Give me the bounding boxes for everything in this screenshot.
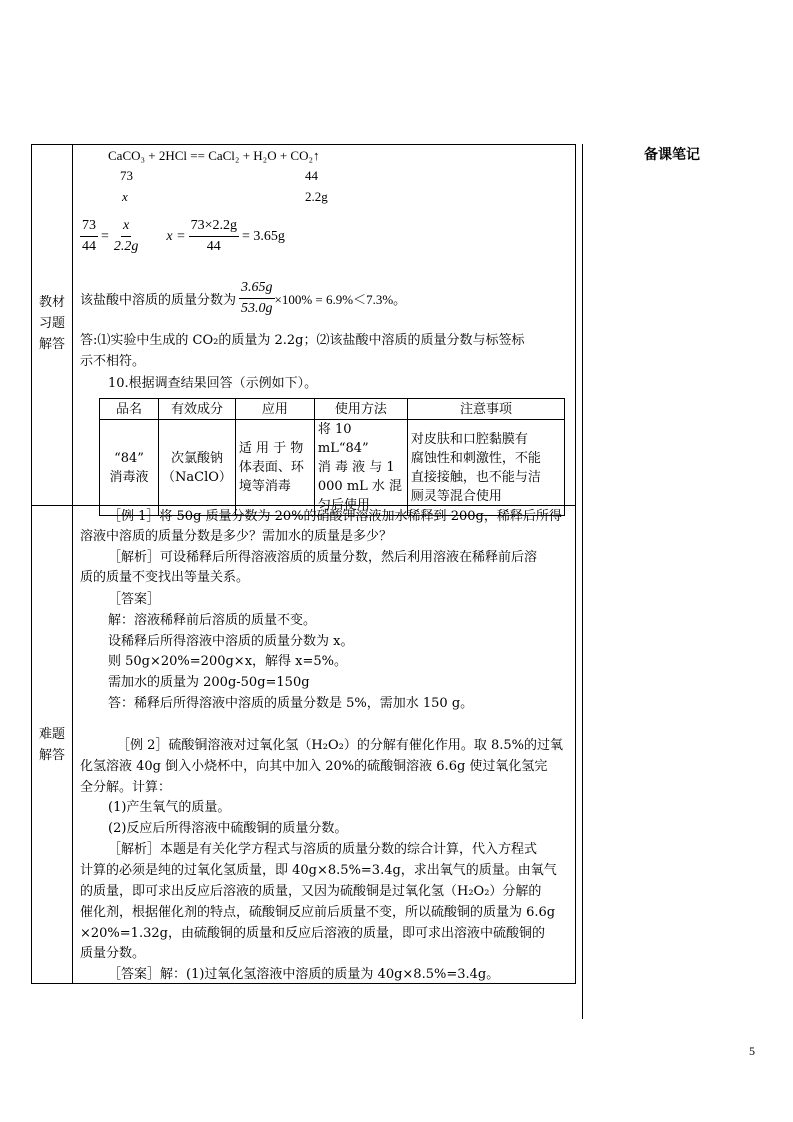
fraction-x-22: $\frac{x}{2.2g}$: [113, 218, 139, 254]
table-cell-ingredient: 次氯酸钠 （NaClO）: [159, 420, 236, 516]
problem-line: 需加水的质量为 200g-50g=150g: [108, 675, 310, 690]
problem-line: (1)产生氧气的质量。: [108, 800, 231, 815]
section2-label-line: 解答: [38, 748, 65, 763]
problem-line: ×20%=1.32g，由硫酸铜的质量和反应后溶液的质量，即可求出溶液中硫酸铜的: [80, 926, 545, 941]
problem-line: 化氢溶液 40g 倒入小烧杯中，向其中加入 20%的硫酸铜溶液 6.6g 使过氧化氢完: [80, 759, 548, 774]
ratio-right: 44: [305, 168, 318, 183]
frame-left: [31, 144, 32, 984]
problem-line: 的质量，即可求出反应后溶液的质量，又因为硫酸铜是过氧化氢（H₂O₂）分解的: [80, 884, 542, 899]
section2-label: [33, 724, 71, 766]
survey-table: [99, 398, 565, 516]
section2-label-line: 难题: [38, 727, 65, 742]
mass-fraction-result: ×100% = 6.9%＜7.3%。: [274, 292, 407, 307]
notes-divider: [582, 144, 583, 1019]
answer-line-1: 答:⑴实验中生成的 CO₂的质量为 2.2g；⑵该盐酸中溶质的质量分数与标签标: [80, 333, 525, 348]
calc-result: = 3.65g: [241, 228, 285, 244]
page-number: 5: [749, 1044, 755, 1058]
table-header: 应用: [235, 399, 314, 420]
problem-line: ［答案］: [108, 592, 161, 607]
problem-line: 溶液中溶质的质量分数是多少？需加水的质量是多少？: [80, 529, 393, 544]
problem-line: 质的质量不变找出等量关系。: [80, 570, 250, 585]
problem-line: ［例 1］将 50g 质量分数为 20%的硝酸钾溶液加水稀释到 200g，稀释后所得: [108, 509, 562, 524]
section1-label: [33, 292, 71, 355]
chemical-equation: CaCO₃ + 2HCl == CaCl₂ + H₂O + CO₂↑: [108, 148, 320, 163]
section1-label-line: 解答: [38, 337, 65, 352]
table-cell-product: “84” 消毒液: [100, 420, 159, 516]
section1-label-line: 习题: [38, 316, 65, 331]
table-header: 品名: [100, 399, 159, 420]
table-cell-method: 将 10 mL“84” 消 毒 液 与 1 000 mL 水 混 匀后使用: [314, 420, 407, 516]
problem-line: 则 50g×20%=200g×x，解得 x=5%。: [108, 654, 348, 669]
problem-line: 解：溶液稀释前后溶质的质量不变。: [108, 613, 317, 628]
calc-x-label: x =: [166, 228, 186, 244]
mass-fraction-intro: 该盐酸中溶质的质量分数为: [80, 293, 237, 308]
problem-line: 催化剂，根据催化剂的特点，硫酸铜反应前后质量不变，所以硫酸铜的质量为 6.6g: [80, 905, 556, 920]
fraction-73-44: $\frac{73}{44}$: [82, 218, 96, 254]
table-header: 使用方法: [314, 399, 407, 420]
problem-line: (2)反应后所得溶液中硫酸铜的质量分数。: [108, 821, 348, 836]
mass-value: 2.2g: [305, 189, 328, 204]
table-header: 有效成分: [159, 399, 236, 420]
mass-fraction: $\frac{3.65g}{53.0g}$: [241, 280, 273, 316]
table-cell-application: 适 用 于 物 体表面、环 境等消毒: [235, 420, 314, 516]
problem-line: ［解析］本题是有关化学方程式与溶质的质量分数的综合计算，代入方程式: [108, 842, 538, 857]
table-header: 注意事项: [407, 399, 564, 420]
problem-line: 设稀释后所得溶液中溶质的质量分数为 x。: [108, 634, 354, 649]
frame-col-divider: [72, 144, 73, 984]
frame-top: [31, 144, 576, 145]
problem-line: 答：稀释后所得溶液中溶质的质量分数是 5%，需加水 150 g。: [108, 696, 474, 711]
problem-line: ［例 2］硫酸铜溶液对过氧化氢（H₂O₂）的分解有催化作用。取 8.5%的过氧: [117, 738, 563, 753]
side-note-title: 备课笔记: [644, 147, 700, 163]
problem-line: 计算的必须是纯的过氧化氢质量，即 40g×8.5%=3.4g，求出氧气的质量。由氧气: [80, 863, 557, 878]
problem-line: ［解析］可设稀释后所得溶液溶质的质量分数，然后利用溶液在稀释前后溶: [108, 550, 538, 565]
section1-label-line: 教材: [38, 295, 65, 310]
answer-line-2: 示不相符。: [80, 354, 146, 369]
proportion-equation: $\frac{73}{44}$ = $\frac{x}{2.2g}$ x = $\frac{73\times 2.2g}{44}$ = 3.65g: [80, 216, 285, 257]
table-cell-notes: 对皮肤和口腔黏膜有 腐蚀性和刺激性，不能 直接接触，也不能与洁 厕灵等混合使用: [407, 420, 564, 516]
frame-right: [575, 144, 576, 984]
question-10: 10.根据调查结果回答（示例如下）。: [108, 376, 318, 391]
mass-fraction-line: [80, 278, 406, 319]
ratio-left: 73: [120, 168, 133, 183]
fraction-calc: $\frac{73\times 2.2g}{44}$: [190, 218, 237, 254]
problem-line: ［答案］解：(1)过氧化氢溶液中溶质的质量为 40g×8.5%=3.4g。: [108, 967, 500, 982]
unknown-x: x: [122, 189, 128, 204]
problem-line: 质量分数。: [80, 946, 146, 961]
problem-line: 全分解。计算：: [80, 780, 172, 795]
